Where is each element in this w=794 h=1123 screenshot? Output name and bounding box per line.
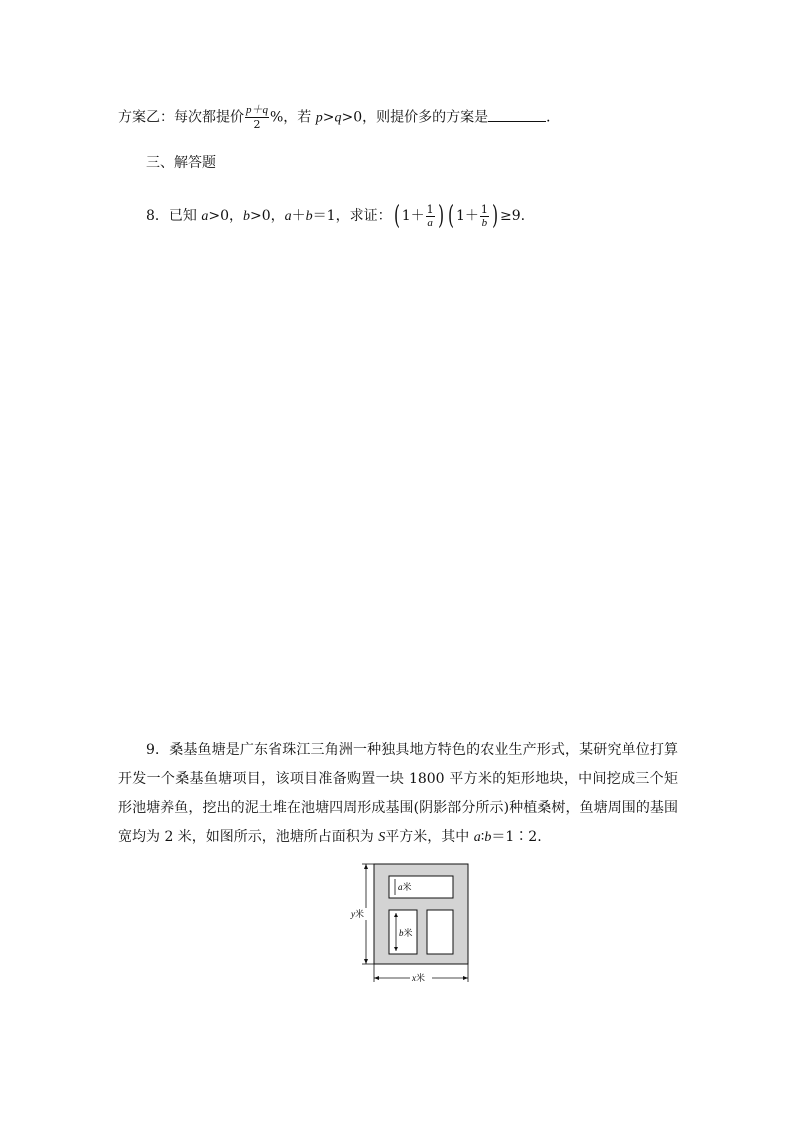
q8-plus: ＋ — [291, 208, 306, 224]
q8-text1: 已知 — [168, 208, 197, 224]
q9-text1: 桑基鱼塘是广东省珠江三角洲一种独具地方特色的农业生产形式，某研究单位打算开发一个桑基鱼塘项目，该项目准备购置一块 1800 平方米的矩形地块，中间挖成三个矩形池塘养鱼，挖出的泥土堆在池塘四周形成基围(阴影部分所示)种植桑树，鱼塘周围的基围宽均为 2 米，如图所示，池塘所占面积为 — [118, 742, 678, 845]
pond-bottom-right — [427, 910, 453, 954]
q8-geq: ≥9. — [500, 208, 526, 224]
paren-close-1: ) — [437, 201, 444, 231]
q8-fraction-2 — [480, 203, 489, 230]
y-arrow-top — [364, 864, 368, 869]
q8-var-b2: b — [305, 209, 313, 224]
label-x: x米 — [412, 973, 426, 984]
q8-gt0-b: >0， — [250, 208, 285, 224]
q8-frac2-num: 1 — [480, 202, 488, 216]
q8-var-b: b — [243, 209, 251, 224]
plan-b-cond-mid: > — [322, 109, 335, 126]
q8-number: 8． — [146, 208, 169, 224]
pond-diagram — [344, 858, 484, 988]
question-8 — [146, 200, 525, 233]
plan-b-frac-num: p＋q — [246, 104, 268, 116]
plan-b-cond-p: p — [315, 110, 323, 126]
q9-ratio-b: b — [484, 830, 492, 845]
q9-number: 9． — [146, 742, 170, 758]
q8-frac1-num: 1 — [426, 202, 434, 216]
plan-b-end: ． — [546, 109, 561, 126]
label-a: a米 — [398, 882, 412, 893]
q8-frac1-den: a — [427, 216, 433, 229]
plan-b-fraction — [245, 104, 269, 131]
q8-gt0-a: >0， — [208, 208, 244, 224]
pond-figure — [344, 858, 484, 988]
x-arrow-right — [463, 976, 468, 980]
q8-one-plus-2: 1＋ — [455, 208, 479, 224]
q8-var-a2: a — [284, 209, 292, 224]
q9-ratio-colon: ∶ — [480, 829, 485, 845]
plan-b-prefix: 方案乙：每次都提价 — [118, 109, 244, 126]
q8-fraction-1 — [426, 203, 435, 230]
q9-var-S: S — [378, 830, 386, 845]
paren-close-2: ) — [491, 201, 499, 231]
y-arrow-bottom — [364, 959, 368, 964]
paren-open-2: ( — [447, 201, 454, 231]
plan-b-line — [118, 104, 560, 131]
q9-ratio-a: a — [473, 830, 481, 845]
plan-b-cond-q: q — [334, 110, 342, 126]
paren-open-1: ( — [393, 201, 400, 231]
label-y: y米 — [351, 909, 365, 920]
q9-ratio-eq: ＝1∶2. — [491, 829, 542, 845]
q8-one-plus-1: 1＋ — [401, 208, 425, 224]
question-9 — [118, 736, 678, 852]
plan-b-cond-end: >0，则提价多的方案是 — [341, 109, 489, 126]
q8-var-a: a — [201, 209, 209, 224]
q8-eq1: ＝1，求证： — [312, 208, 392, 224]
plan-b-frac-den: 2 — [253, 118, 261, 131]
label-b: b米 — [399, 928, 413, 939]
answer-blank[interactable] — [488, 108, 546, 122]
q8-frac2-den: b — [481, 216, 488, 229]
q9-text2: 平方米，其中 — [385, 829, 470, 845]
section-title: 三、解答题 — [146, 155, 216, 171]
x-arrow-left — [374, 976, 379, 980]
plan-b-after-frac: %，若 — [270, 109, 312, 126]
